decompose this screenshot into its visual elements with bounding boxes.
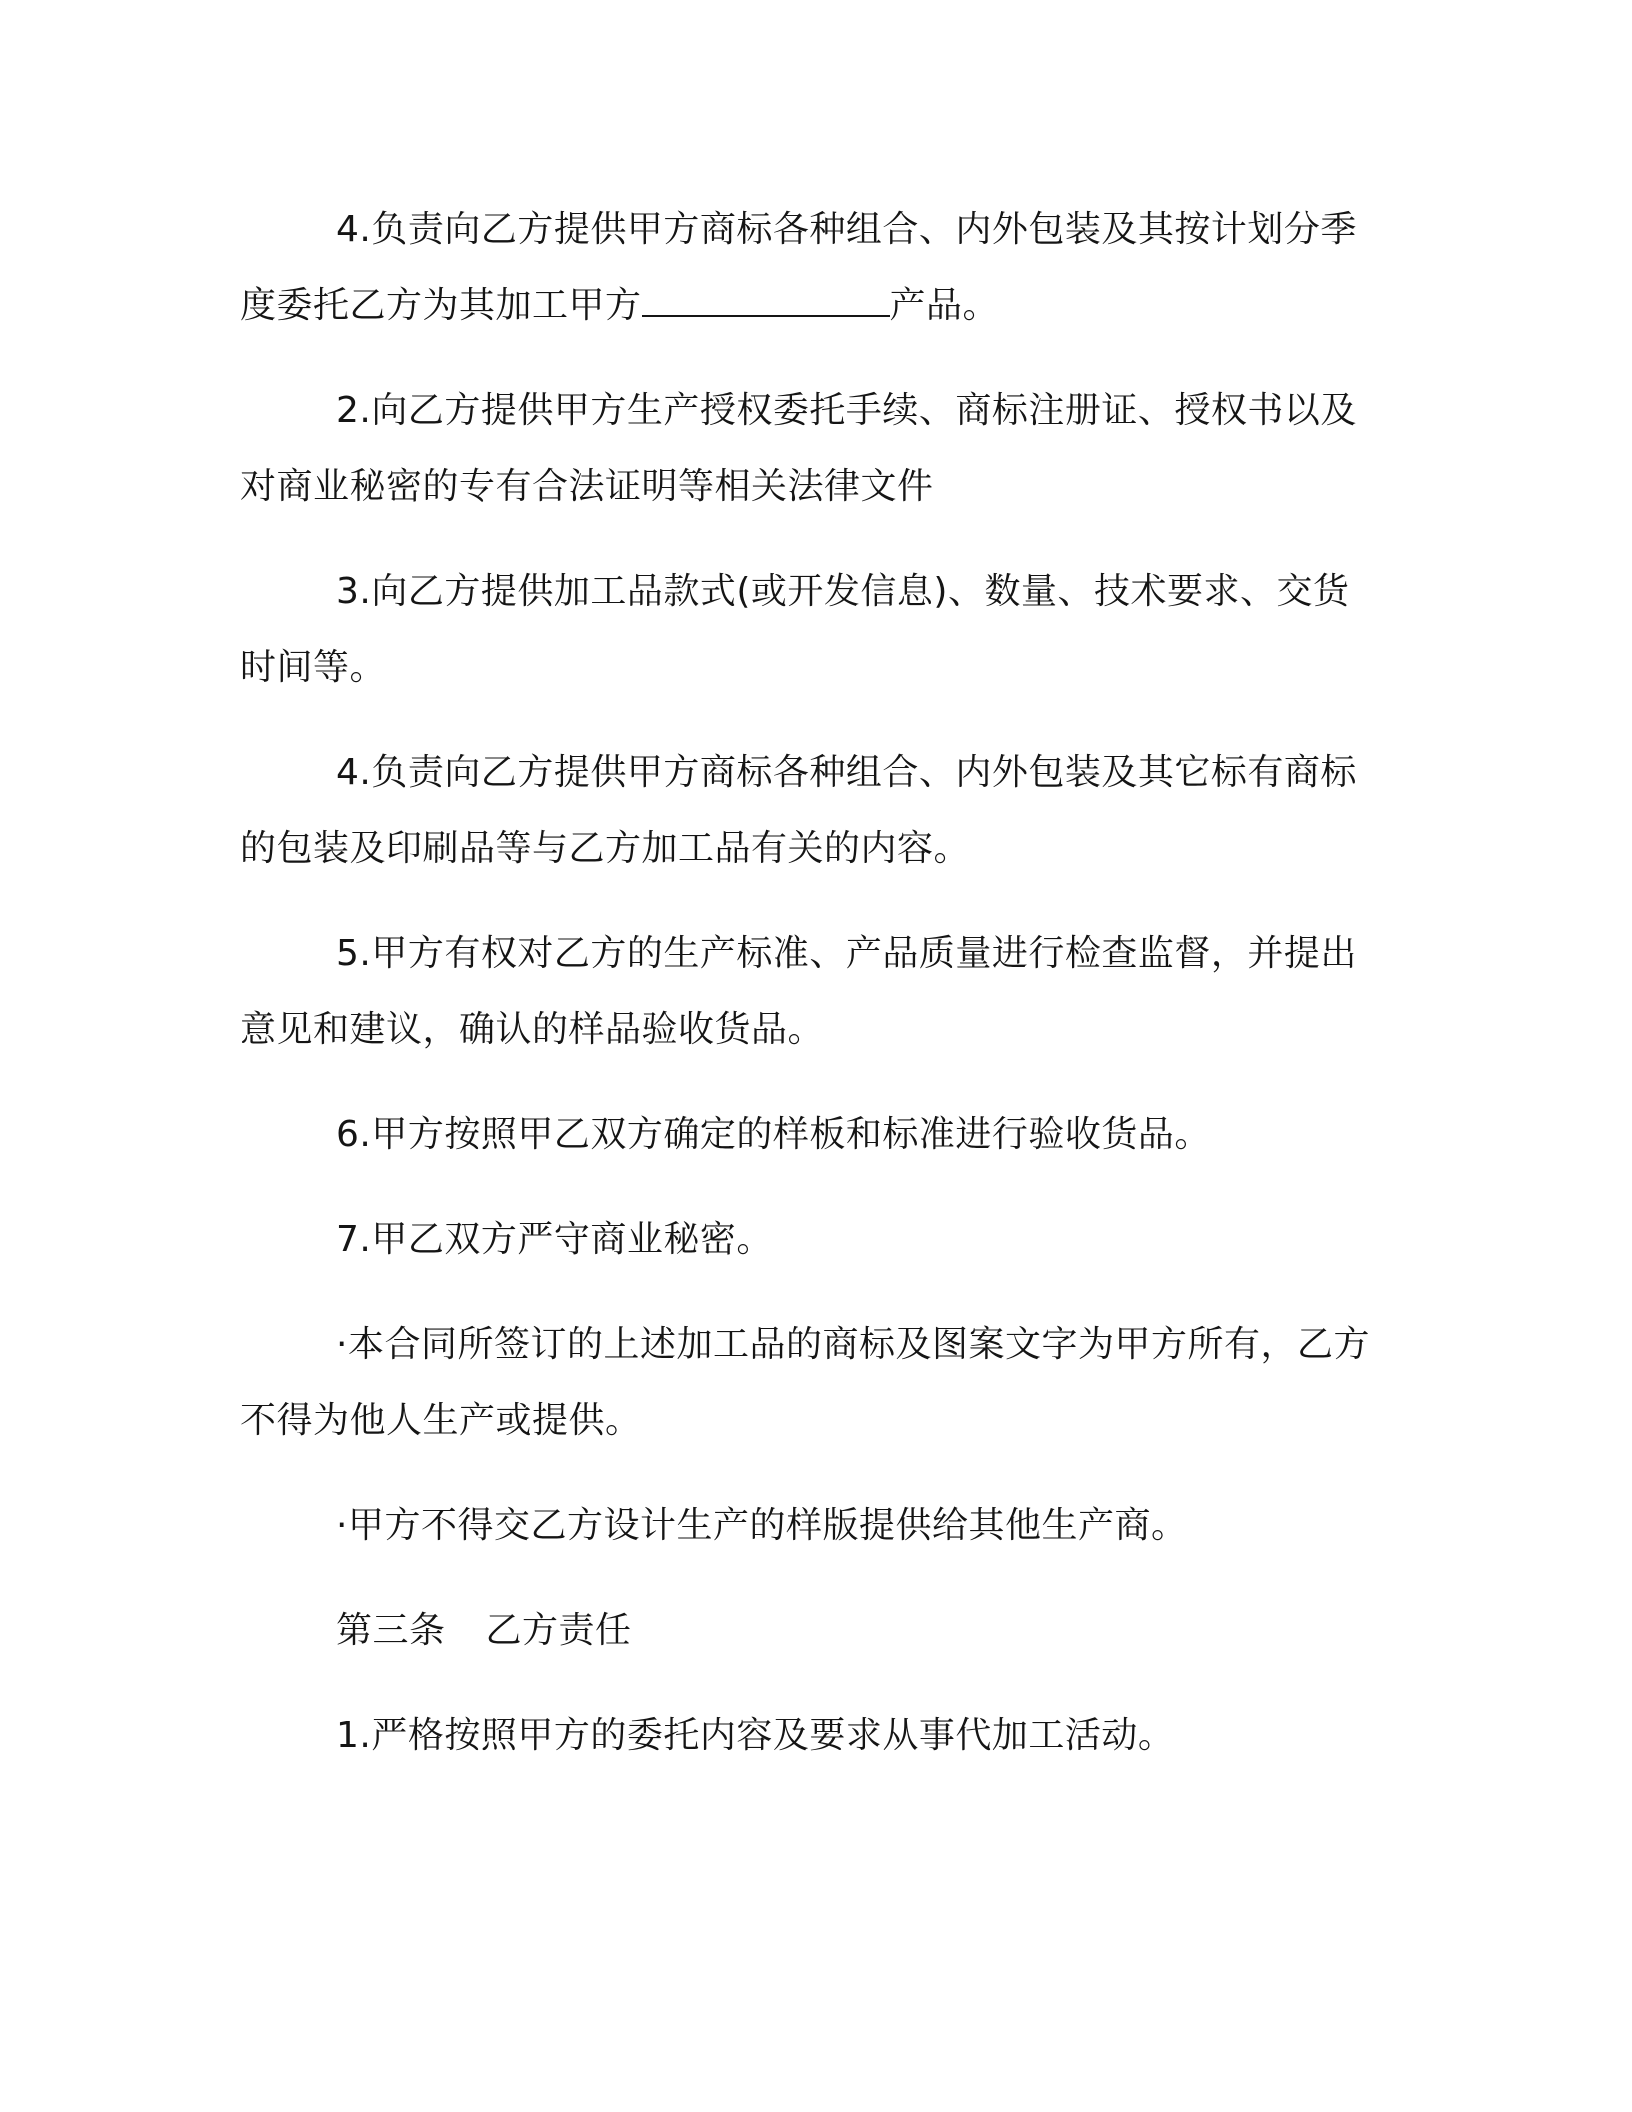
section-heading-article-3 [240, 1593, 1370, 1669]
paragraph-item-6-acceptance: 6.甲方按照甲乙双方确定的样板和标准进行验收货品。 [336, 1114, 1211, 1155]
paragraph-text: 4.负责向乙方提供甲方商标各种组合、内外包装及其按计划分季度委托乙方为其加工甲方 [240, 209, 1357, 326]
section-number: 第三条 [336, 1610, 446, 1651]
fill-in-blank-product-name[interactable] [642, 285, 890, 317]
paragraph-item-2-authorization-documents: 2.向乙方提供甲方生产授权委托手续、商标注册证、授权书以及对商业秘密的专有合法证明等相关法律文件 [240, 390, 1357, 507]
paragraph-item-5-quality-supervision: 5.甲方有权对乙方的生产标准、产品质量进行检查监督，并提出意见和建议，确认的样品验收货品。 [240, 933, 1357, 1050]
paragraph-bullet-trademark-ownership: ·本合同所签订的上述加工品的商标及图案文字为甲方所有，乙方不得为他人生产或提供。 [240, 1324, 1370, 1441]
paragraph-item-4-trademark-packaging-quarterly [240, 192, 1370, 344]
paragraph-item-3-product-specs: 3.向乙方提供加工品款式(或开发信息)、数量、技术要求、交货时间等。 [240, 571, 1350, 688]
paragraph-party-b-item-1: 1.严格按照甲方的委托内容及要求从事代加工活动。 [336, 1715, 1175, 1756]
paragraph-bullet-sample-restriction: ·甲方不得交乙方设计生产的样版提供给其他生产商。 [336, 1505, 1188, 1546]
paragraph-item-4-trademark-printed-materials: 4.负责向乙方提供甲方商标各种组合、内外包装及其它标有商标的包装及印刷品等与乙方加工品有关的内容。 [240, 752, 1357, 869]
paragraph-text-end: 产品。 [889, 285, 1000, 326]
paragraph-item-7-confidentiality: 7.甲乙双方严守商业秘密。 [336, 1219, 773, 1260]
section-title: 乙方责任 [485, 1610, 632, 1651]
document-body [240, 192, 1370, 1803]
